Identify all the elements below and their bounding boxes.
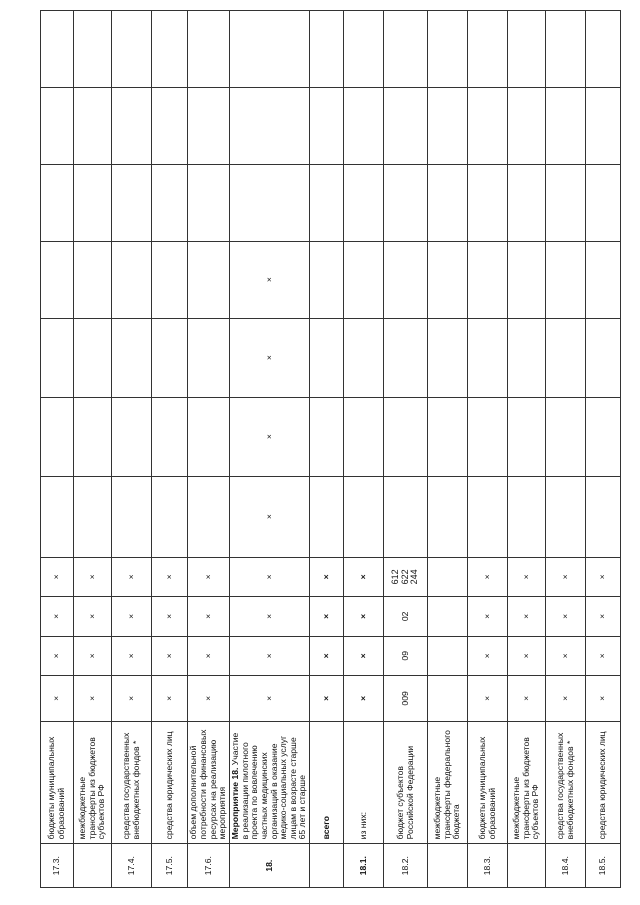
row-name xyxy=(428,721,468,844)
budget-code-cell: × xyxy=(344,676,384,722)
year-amount-cell xyxy=(428,397,468,476)
budget-code-cell xyxy=(384,557,428,596)
year-amount-cell xyxy=(188,318,230,397)
year-amount-cell xyxy=(586,241,621,318)
budget-code-cell: × xyxy=(74,636,112,675)
year-amount-cell xyxy=(310,164,344,241)
budget-code-cell xyxy=(428,597,468,636)
blank-cell xyxy=(586,11,621,88)
row-name-text: средства юридических лиц xyxy=(163,731,174,840)
year-amount-cell xyxy=(428,476,468,557)
budget-code-cell: × xyxy=(230,676,310,722)
year-amount-cell xyxy=(112,241,152,318)
row-number xyxy=(310,844,344,888)
budget-code-cell: × xyxy=(508,597,546,636)
year-amount-cell xyxy=(384,318,428,397)
year-amount-cell xyxy=(344,87,384,164)
budget-code-cell: × xyxy=(152,636,188,675)
year-amount-cell xyxy=(468,397,508,476)
budget-code-cell: × xyxy=(546,636,586,675)
budget-code-cell: × xyxy=(468,597,508,636)
budget-code-cell: × xyxy=(546,676,586,722)
budget-code-cell: × xyxy=(41,636,74,675)
row-name xyxy=(74,721,112,844)
budget-code-cell: × xyxy=(112,676,152,722)
blank-cell xyxy=(74,11,112,88)
budget-code-cell: × xyxy=(310,597,344,636)
budget-table xyxy=(40,10,621,888)
budget-code-cell: × xyxy=(41,676,74,722)
year-amount-cell xyxy=(152,397,188,476)
year-amount-cell xyxy=(310,318,344,397)
year-amount-cell xyxy=(344,241,384,318)
budget-code-cell: × xyxy=(344,557,384,596)
year-amount-cell xyxy=(310,87,344,164)
year-amount-cell xyxy=(41,397,74,476)
budget-code-cell: 09 xyxy=(384,636,428,675)
table-row xyxy=(384,11,428,888)
year-amount-cell xyxy=(188,241,230,318)
budget-code-cell: × xyxy=(41,597,74,636)
budget-code-cell: × xyxy=(586,597,621,636)
blank-cell xyxy=(428,11,468,88)
year-amount-cell xyxy=(230,87,310,164)
year-amount-cell xyxy=(344,476,384,557)
activity-description: Участие в реализации пилотного проекта по вовлечению частных медицинских организаций в оказание медико-социальных услуг лицам в возрасте старше 65 лет и старше xyxy=(230,732,308,840)
row-name-text: средства государственных внебюджетных фондов * xyxy=(120,732,141,840)
year-amount-cell xyxy=(384,87,428,164)
budget-code-cell: × xyxy=(508,557,546,596)
year-amount-cell xyxy=(428,241,468,318)
row-number: 17.4. xyxy=(112,844,152,888)
budget-code-cell: × xyxy=(152,557,188,596)
row-number: 18.4. xyxy=(546,844,586,888)
table-row xyxy=(310,11,344,888)
table-row xyxy=(586,11,621,888)
row-name xyxy=(41,721,74,844)
row-name-text: средства государственных внебюджетных фондов * xyxy=(554,732,575,840)
budget-code-cell: × xyxy=(74,676,112,722)
budget-code-cell: × xyxy=(112,636,152,675)
budget-code-cell: × xyxy=(230,557,310,596)
year-amount-cell xyxy=(112,164,152,241)
row-name-text: бюджеты муниципальных образований xyxy=(46,736,66,840)
budget-code-cell: × xyxy=(344,597,384,636)
year-amount-cell xyxy=(41,87,74,164)
activity-title: Мероприятие 18. xyxy=(230,767,240,840)
year-amount-cell xyxy=(112,87,152,164)
year-amount-cell xyxy=(508,87,546,164)
year-amount-cell xyxy=(188,164,230,241)
table-row xyxy=(468,11,508,888)
blank-cell xyxy=(546,11,586,88)
year-amount-cell xyxy=(230,164,310,241)
budget-code-cell: × xyxy=(112,597,152,636)
row-number xyxy=(508,844,546,888)
year-amount-cell xyxy=(428,318,468,397)
year-amount-cell: × xyxy=(230,476,310,557)
row-number: 18.1. xyxy=(344,844,384,888)
year-amount-cell xyxy=(384,476,428,557)
blank-cell xyxy=(112,11,152,88)
row-name xyxy=(188,721,230,844)
year-amount-cell xyxy=(41,318,74,397)
budget-code-cell: × xyxy=(468,636,508,675)
row-number: 17.3. xyxy=(41,844,74,888)
table-row xyxy=(344,11,384,888)
budget-code-cell: × xyxy=(586,636,621,675)
year-amount-cell xyxy=(384,241,428,318)
year-amount-cell xyxy=(384,397,428,476)
year-amount-cell xyxy=(112,397,152,476)
row-name xyxy=(586,721,621,844)
row-name-text: межбюджетные трансферты из бюджетов субъектов РФ xyxy=(511,737,541,840)
row-name xyxy=(546,721,586,844)
year-amount-cell xyxy=(344,164,384,241)
budget-code-cell: × xyxy=(74,597,112,636)
row-name xyxy=(310,721,344,844)
table-row xyxy=(508,11,546,888)
blank-cell xyxy=(344,11,384,88)
year-amount-cell xyxy=(508,318,546,397)
table-row xyxy=(188,11,230,888)
budget-code-cell: × xyxy=(188,676,230,722)
year-amount-cell xyxy=(74,318,112,397)
row-number: 18.3. xyxy=(468,844,508,888)
budget-code-cell: × xyxy=(310,557,344,596)
year-amount-cell xyxy=(546,476,586,557)
row-number: 17.5. xyxy=(152,844,188,888)
budget-code-cell: × xyxy=(230,636,310,675)
year-amount-cell xyxy=(152,241,188,318)
year-amount-cell xyxy=(188,476,230,557)
year-amount-cell xyxy=(428,164,468,241)
row-name xyxy=(384,721,428,844)
table-row xyxy=(152,11,188,888)
budget-code-cell: 02 xyxy=(384,597,428,636)
year-amount-cell xyxy=(74,87,112,164)
blank-cell xyxy=(230,11,310,88)
budget-code-cell: × xyxy=(586,676,621,722)
budget-code-cell: × xyxy=(508,636,546,675)
year-amount-cell xyxy=(41,241,74,318)
blank-cell xyxy=(508,11,546,88)
year-amount-cell xyxy=(546,164,586,241)
row-name-text: межбюджетные трансферты федерального бюджета xyxy=(432,730,462,840)
year-amount-cell xyxy=(74,397,112,476)
year-amount-cell xyxy=(586,397,621,476)
row-number: 18.5. xyxy=(586,844,621,888)
blank-cell xyxy=(41,11,74,88)
budget-code-cell: × xyxy=(188,636,230,675)
row-name xyxy=(508,721,546,844)
row-name-text: бюджет субъектов Российской Федерации xyxy=(394,745,415,840)
year-amount-cell xyxy=(586,87,621,164)
year-amount-cell xyxy=(152,87,188,164)
rotated-table-container xyxy=(40,10,618,888)
year-amount-cell xyxy=(384,164,428,241)
row-name xyxy=(152,721,188,844)
year-amount-cell xyxy=(152,476,188,557)
row-name-text: всего xyxy=(320,816,331,840)
budget-code-cell xyxy=(428,636,468,675)
year-amount-cell xyxy=(546,397,586,476)
year-amount-cell xyxy=(546,87,586,164)
year-amount-cell xyxy=(41,476,74,557)
year-amount-cell xyxy=(112,476,152,557)
row-name-text: бюджеты муниципальных образований xyxy=(476,736,497,840)
row-name xyxy=(112,721,152,844)
budget-code-cell: × xyxy=(586,557,621,596)
row-number: 18.2. xyxy=(384,844,428,888)
budget-code-cell: × xyxy=(310,676,344,722)
table-row xyxy=(428,11,468,888)
budget-code-cell: × xyxy=(468,676,508,722)
budget-code-cell: × xyxy=(310,636,344,675)
budget-code-cell: × xyxy=(468,557,508,596)
year-amount-cell xyxy=(546,318,586,397)
year-amount-cell xyxy=(586,476,621,557)
table-row xyxy=(74,11,112,888)
year-amount-cell xyxy=(74,476,112,557)
year-amount-cell xyxy=(428,87,468,164)
year-amount-cell xyxy=(468,476,508,557)
budget-code-cell xyxy=(428,676,468,722)
row-name xyxy=(230,721,310,844)
table-row xyxy=(546,11,586,888)
blank-cell xyxy=(384,11,428,88)
year-amount-cell xyxy=(344,397,384,476)
budget-code-cell xyxy=(428,557,468,596)
budget-code-cell: × xyxy=(188,597,230,636)
budget-code-cell: × xyxy=(41,557,74,596)
budget-code-cell: × xyxy=(546,597,586,636)
year-amount-cell xyxy=(586,164,621,241)
budget-code-cell: × xyxy=(112,557,152,596)
blank-cell xyxy=(468,11,508,88)
year-amount-cell xyxy=(310,476,344,557)
year-amount-cell xyxy=(344,318,384,397)
row-number: 18. xyxy=(230,844,310,888)
row-name-text: средства юридических лиц xyxy=(597,731,608,840)
year-amount-cell xyxy=(468,241,508,318)
budget-code-cell: × xyxy=(74,557,112,596)
row-name-text: из них: xyxy=(357,812,368,840)
year-amount-cell xyxy=(310,241,344,318)
table-row xyxy=(112,11,152,888)
budget-code-cell: × xyxy=(508,676,546,722)
budget-code-cell: × xyxy=(152,597,188,636)
year-amount-cell xyxy=(546,241,586,318)
year-amount-cell xyxy=(468,318,508,397)
budget-code-cell: × xyxy=(152,676,188,722)
budget-code-cell: × xyxy=(344,636,384,675)
year-amount-cell xyxy=(508,397,546,476)
row-name-text: объем дополнительной потребности в финансовых ресурсах на реализацию мероприятия xyxy=(188,729,228,840)
row-name xyxy=(344,721,384,844)
year-amount-cell xyxy=(112,318,152,397)
year-amount-cell xyxy=(310,397,344,476)
year-amount-cell: × xyxy=(230,241,310,318)
table-row xyxy=(41,11,74,888)
year-amount-cell: × xyxy=(230,397,310,476)
row-name xyxy=(468,721,508,844)
budget-code-cell: × xyxy=(546,557,586,596)
year-amount-cell xyxy=(508,476,546,557)
row-number: 17.6. xyxy=(188,844,230,888)
budget-code-cell: × xyxy=(230,597,310,636)
year-amount-cell xyxy=(152,164,188,241)
year-amount-cell xyxy=(586,318,621,397)
year-amount-cell xyxy=(508,164,546,241)
budget-code-cell: 009 xyxy=(384,676,428,722)
row-number xyxy=(74,844,112,888)
row-number xyxy=(428,844,468,888)
row-name-text: межбюджетные трансферты из бюджетов субъектов РФ xyxy=(77,737,107,840)
year-amount-cell xyxy=(152,318,188,397)
year-amount-cell xyxy=(508,241,546,318)
blank-cell xyxy=(152,11,188,88)
year-amount-cell xyxy=(188,397,230,476)
year-amount-cell xyxy=(468,164,508,241)
blank-cell xyxy=(310,11,344,88)
expense-type-codes: 612 622 244 xyxy=(389,569,420,585)
budget-code-cell: × xyxy=(188,557,230,596)
year-amount-cell xyxy=(188,87,230,164)
year-amount-cell xyxy=(468,87,508,164)
year-amount-cell: × xyxy=(230,318,310,397)
year-amount-cell xyxy=(74,241,112,318)
blank-cell xyxy=(188,11,230,88)
year-amount-cell xyxy=(41,164,74,241)
year-amount-cell xyxy=(74,164,112,241)
table-row xyxy=(230,11,310,888)
